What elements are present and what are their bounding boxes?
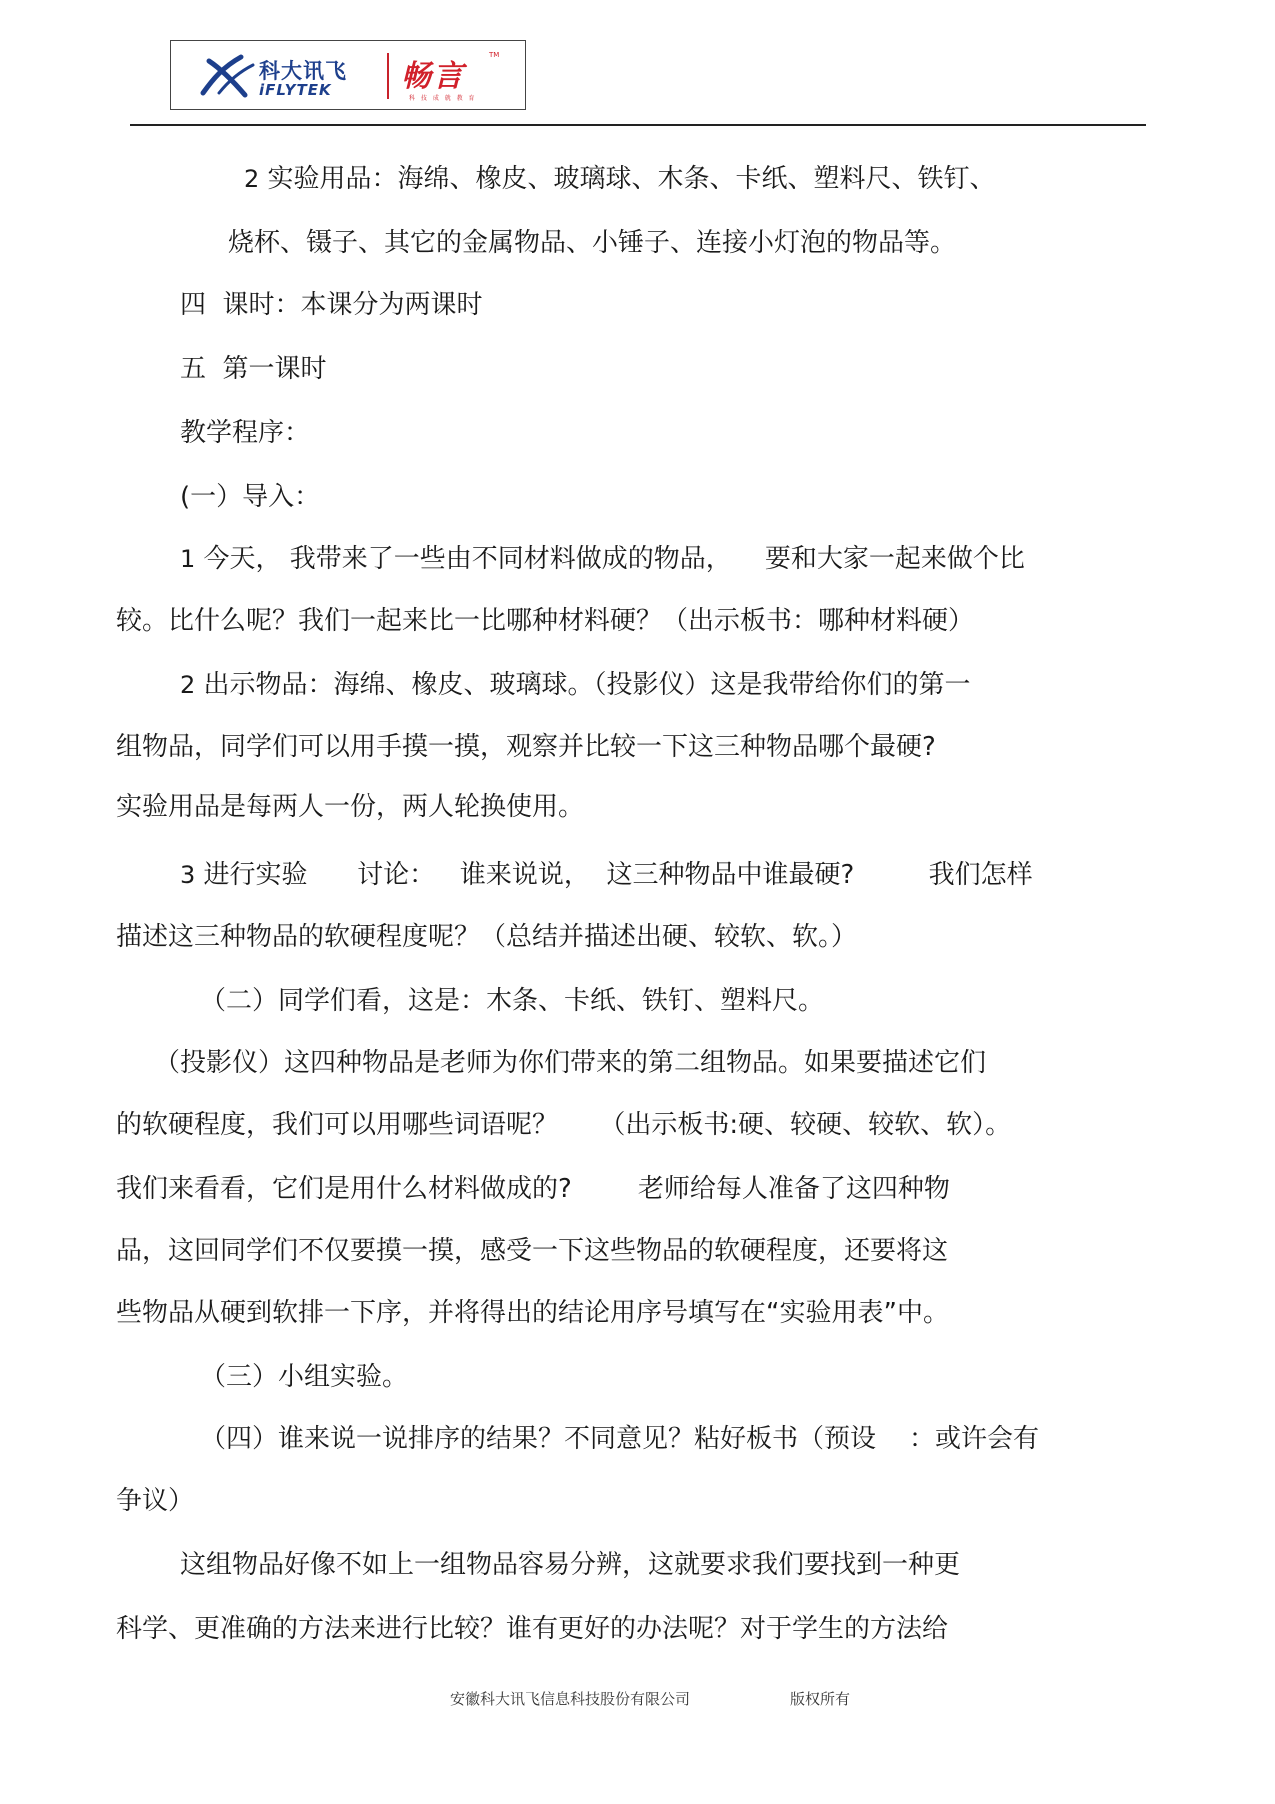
paragraph-line: 3 进行实验 讨论： 谁来说说， 这三种物品中谁最硬? 我们怎样 bbox=[180, 860, 1033, 890]
paragraph-line: 烧杯、镊子、其它的金属物品、小锤子、连接小灯泡的物品等。 bbox=[228, 228, 957, 258]
paragraph-line: 组物品，同学们可以用手摸一摸，观察并比较一下这三种物品哪个最硬? bbox=[116, 732, 936, 762]
paragraph-line: 2 实验用品：海绵、橡皮、玻璃球、木条、卡纸、塑料尺、铁钉、 bbox=[244, 164, 996, 194]
paragraph-line: 些物品从硬到软排一下序，并将得出的结论用序号填写在“实验用表”中。 bbox=[116, 1298, 949, 1328]
paragraph-line: 1 今天， 我带来了一些由不同材料做成的物品， 要和大家一起来做个比 bbox=[180, 544, 1025, 574]
iflytek-logo-icon bbox=[199, 53, 257, 99]
paragraph-line: 实验用品是每两人一份，两人轮换使用。 bbox=[116, 792, 585, 822]
paragraph-line: 这组物品好像不如上一组物品容易分辨，这就要求我们要找到一种更 bbox=[180, 1550, 961, 1580]
paragraph-line: （三）小组实验。 bbox=[200, 1362, 409, 1392]
header-divider bbox=[130, 124, 1146, 126]
product-slogan: 科 技 成 就 教 育 bbox=[409, 95, 477, 102]
paragraph-line: 五 第一课时 bbox=[180, 354, 327, 384]
brand-name-en: iFLYTEK bbox=[259, 81, 332, 99]
brand-name-cn: 科大讯飞 bbox=[259, 59, 347, 83]
paragraph-line: 争议） bbox=[116, 1486, 195, 1516]
paragraph-line: 的软硬程度，我们可以用哪些词语呢？ （出示板书:硬、较硬、较软、软）。 bbox=[116, 1110, 1012, 1140]
footer-company: 安徽科大讯飞信息科技股份有限公司 bbox=[450, 1690, 691, 1708]
paragraph-line: （二）同学们看，这是：木条、卡纸、铁钉、塑料尺。 bbox=[200, 986, 825, 1016]
product-name: 畅言 bbox=[401, 59, 465, 94]
paragraph-line: 较。比什么呢？我们一起来比一比哪种材料硬？（出示板书：哪种材料硬） bbox=[116, 606, 975, 636]
paragraph-line: 品，这回同学们不仅要摸一摸，感受一下这些物品的软硬程度，还要将这 bbox=[116, 1236, 949, 1266]
paragraph-line: (一）导入： bbox=[180, 482, 321, 512]
paragraph-line: （四）谁来说一说排序的结果？不同意见？粘好板书（预设 ：或许会有 bbox=[200, 1424, 1040, 1454]
trademark-mark: TM bbox=[489, 51, 500, 59]
paragraph-line: 描述这三种物品的软硬程度呢？（总结并描述出硬、较软、软。） bbox=[116, 922, 858, 952]
paragraph-line: 科学、更准确的方法来进行比较？谁有更好的办法呢？对于学生的方法给 bbox=[116, 1614, 949, 1644]
paragraph-line: 我们来看看，它们是用什么材料做成的? 老师给每人准备了这四种物 bbox=[116, 1174, 950, 1204]
paragraph-line: 教学程序： bbox=[180, 418, 311, 448]
paragraph-line: 四 课时：本课分为两课时 bbox=[180, 290, 483, 320]
footer-rights: 版权所有 bbox=[790, 1690, 851, 1708]
paragraph-line: （投影仪）这四种物品是老师为你们带来的第二组物品。如果要描述它们 bbox=[154, 1048, 987, 1078]
paragraph-line: 2 出示物品：海绵、橡皮、玻璃球。（投影仪）这是我带给你们的第一 bbox=[180, 670, 971, 700]
logo-divider bbox=[387, 53, 389, 99]
header-logo bbox=[170, 40, 526, 110]
